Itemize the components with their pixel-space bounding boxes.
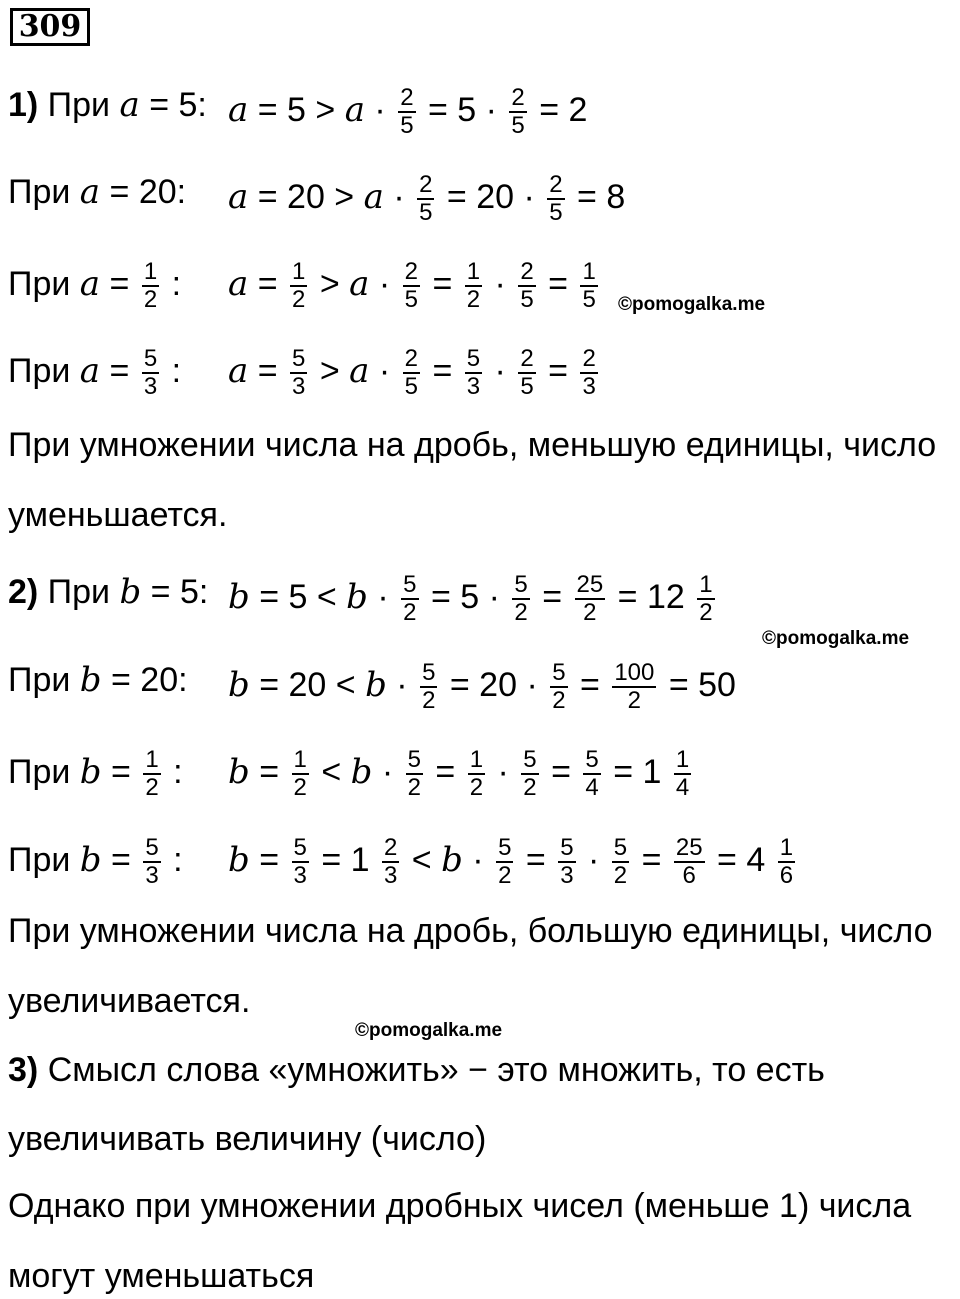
part1-row4-equation: a = $\frac{5}{3}$ > a · $\frac{2}{5}$ = $\frac{5}{3}$ · $\frac{2}{5}$ = $\frac{2}{3}$: [228, 345, 596, 400]
part1-conclusion-line1: При умножении числа на дробь, меньшую единицы, число: [8, 426, 937, 464]
part2-conclusion-line2: увеличивается.: [8, 982, 251, 1020]
part2-row1-equation: b = 5 < b · $\frac{5}{2}$ = 5 · $\frac{5}{2}$ = $\frac{25}{2}$ = 12 $\frac{1}{2}$: [228, 571, 713, 626]
part1-row2-condition: При a = 20:: [8, 172, 187, 212]
part1-row3-equation: a = $\frac{1}{2}$ > a · $\frac{2}{5}$ = $\frac{1}{2}$ · $\frac{2}{5}$ = $\frac{1}{5}$: [228, 258, 596, 313]
watermark: ©pomogalka.me: [618, 294, 766, 315]
part3-line4: могут уменьшаться: [8, 1257, 315, 1295]
task-number: 309: [10, 8, 90, 46]
part2-row4-equation: b = $\frac{5}{3}$ = 1 $\frac{2}{3}$ < b · $\frac{5}{2}$ = $\frac{5}{3}$ · $\frac{5}{2}$ = $\frac{25}{6}$ = 4 $\frac{1}{6}$: [228, 834, 794, 889]
part1-row4-condition: При a = $\frac{5}{3}$ :: [8, 345, 182, 400]
part2-row1-condition: 2) При b = 5:: [8, 572, 209, 612]
watermark: ©pomogalka.me: [355, 1020, 503, 1041]
part3-line3: Однако при умножении дробных чисел (меньше 1) числа: [8, 1187, 912, 1225]
part2-row3-equation: b = $\frac{1}{2}$ < b · $\frac{5}{2}$ = $\frac{1}{2}$ · $\frac{5}{2}$ = $\frac{5}{4}$ = 1 $\frac{1}{4}$: [228, 746, 690, 801]
part1-row1-equation: a = 5 > a · $\frac{2}{5}$ = 5 · $\frac{2}{5}$ = 2: [228, 84, 588, 139]
part2-row4-condition: При b = $\frac{5}{3}$ :: [8, 834, 183, 889]
part2-row2-equation: b = 20 < b · $\frac{5}{2}$ = 20 · $\frac{5}{2}$ = $\frac{100}{2}$ = 50: [228, 659, 736, 714]
part1-row3-condition: При a = $\frac{1}{2}$ :: [8, 258, 182, 313]
part1-conclusion-line2: уменьшается.: [8, 496, 228, 534]
part2-conclusion-line1: При умножении числа на дробь, большую единицы, число: [8, 912, 933, 950]
part1-row1-condition: 1) При a = 5:: [8, 85, 207, 125]
part3-line2: увеличивать величину (число): [8, 1120, 487, 1158]
watermark: ©pomogalka.me: [762, 628, 910, 649]
part3-line1: 3) Смысл слова «умножить» − это множить, то есть: [8, 1051, 825, 1089]
part2-row3-condition: При b = $\frac{1}{2}$ :: [8, 746, 183, 801]
part2-row2-condition: При b = 20:: [8, 660, 188, 700]
part1-row2-equation: a = 20 > a · $\frac{2}{5}$ = 20 · $\frac{2}{5}$ = 8: [228, 171, 626, 226]
